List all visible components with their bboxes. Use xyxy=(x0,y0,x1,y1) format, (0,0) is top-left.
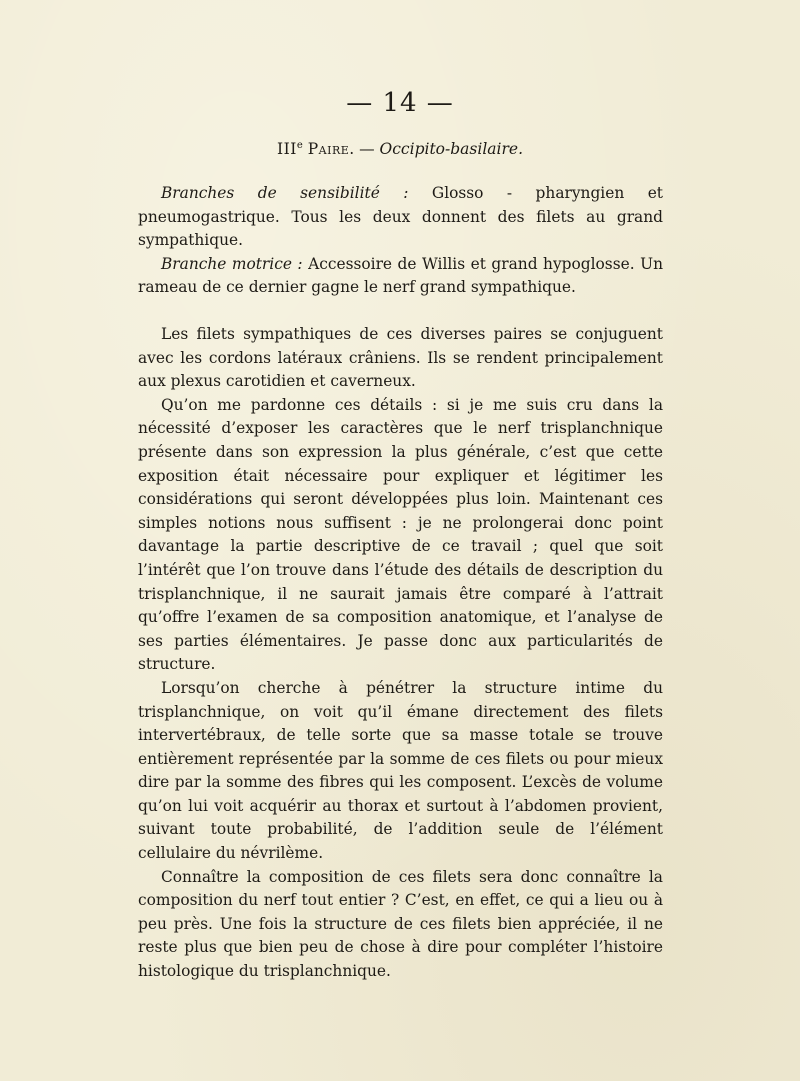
paragraph-label: Branche motrice : xyxy=(161,254,303,273)
paragraph-text: Glosso - pharyngien et pneumogastrique. Tous les deux donnent des filets au grand sympathique. xyxy=(138,184,663,250)
branch-list xyxy=(138,182,663,300)
paragraph-sensory-branches xyxy=(138,182,663,253)
paragraph-label: Branches de sensibilité : xyxy=(161,184,409,202)
heading-roman-numeral: III xyxy=(277,140,297,159)
paragraph-sympathetic-filaments: Les filets sympathiques de ces diverses paires se conjuguent avec les cordons latéraux crâniens. Ils se rendent principalement aux plexus carotidien et caverneux. xyxy=(138,325,663,391)
paragraph-motor-branch xyxy=(138,253,663,300)
heading-word: Paire xyxy=(307,140,350,159)
section-heading xyxy=(0,140,800,158)
heading-superscript: e xyxy=(296,140,303,151)
paragraph-structure: Lorsqu’on cherche à pénétrer la structure intime du trisplanchnique, on voit qu’il émane directement des filets intervertébraux, de telle sorte que sa masse totale se trouve entièrement représentée par la somme de ces filets ou pour mieux dire par la somme des fibres qui les composent. L’excès de volume qu’on lui voit acquérir au thorax et surtout à l’abdomen provient, suivant toute probabilité, de l’addition seule de l’élément cellulaire du névrilème. xyxy=(138,678,663,863)
paragraph-composition: Connaître la composition de ces filets sera donc connaître la composition du nerf tout entier ? C’est, en effet, ce qui a lieu ou à peu près. Une fois la structure de ces filets bien appréciée, il ne reste plus que bien peu de chose à dire pour compléter l’histoire histologique du trisplanchnique. xyxy=(138,867,663,981)
heading-subtitle: Occipito-basilaire. xyxy=(379,140,523,159)
heading-separator: . — xyxy=(349,140,380,159)
page-number: — 14 — xyxy=(346,88,454,118)
body-text xyxy=(138,323,663,984)
paragraph-text: Accessoire de Willis et grand hypoglosse. Un rameau de ce dernier gagne le nerf grand sympathique. xyxy=(138,254,663,297)
paragraph-details-apology: Qu’on me pardonne ces détails : si je me suis cru dans la nécessité d’exposer les caractères que le nerf trisplanchnique présente dans son expression la plus générale, c’est que cette exposition était nécessaire pour expliquer et légitimer les considérations qui seront développées plus loin. Maintenant ces simples notions nous suffisent : je ne prolongerai donc point davantage la partie descriptive de ce travail ; quel que soit l’intérêt que l’on trouve dans l’étude des détails de description du trisplanchnique, il ne saurait jamais être comparé à l’attrait qu’offre l’examen de sa composition anatomique, et l’analyse de ses parties élémentaires. Je passe donc aux particularités de structure. xyxy=(138,395,663,674)
